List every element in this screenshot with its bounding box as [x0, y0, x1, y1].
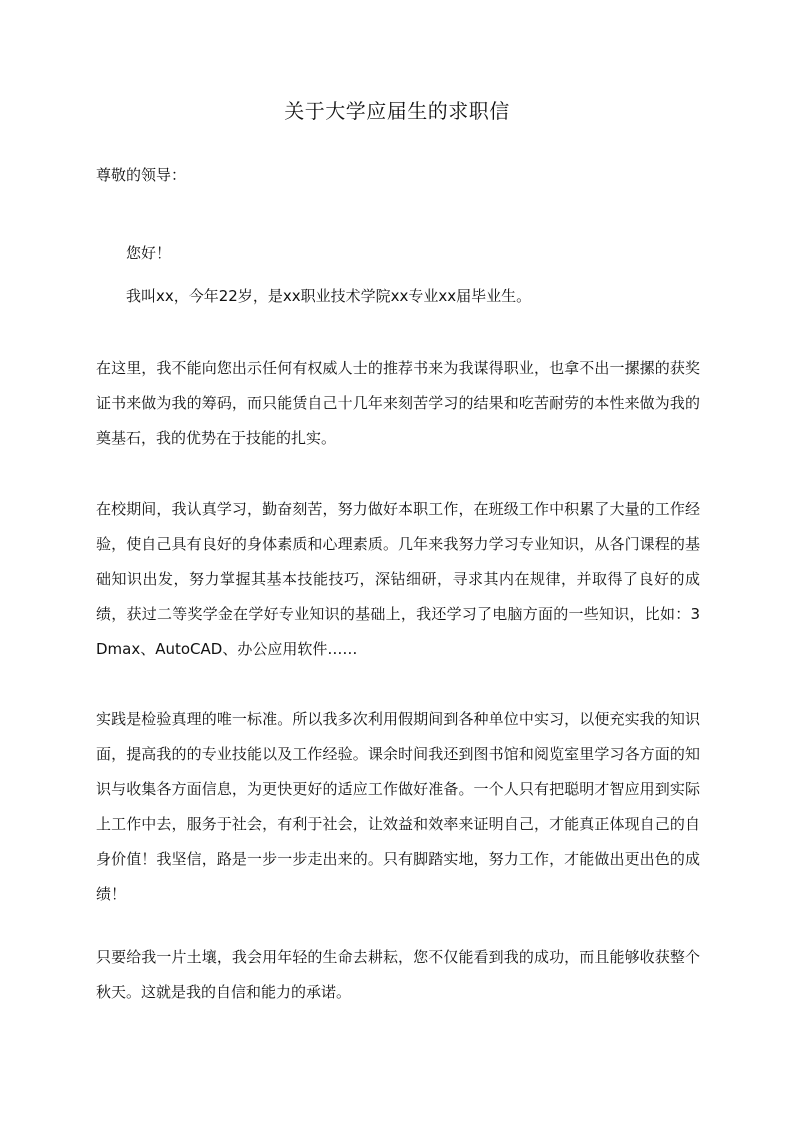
paragraph-4: 只要给我一片土壤，我会用年轻的生命去耕耘，您不仅能看到我的成功，而且能够收获整个秋天。这就是我的自信和能力的承诺。	[96, 948, 700, 1001]
salutation: 尊敬的领导：	[96, 166, 187, 184]
paragraph-1: 在这里，我不能向您出示任何有权威人士的推荐书来为我谋得职业，也拿不出一摞摞的获奖证书来做为我的筹码，而只能赁自己十几年来刻苦学习的结果和吃苦耐劳的本性来做为我的奠基石，我的优势在于技能的扎实。	[96, 359, 700, 447]
paragraph-3: 实践是检验真理的唯一标准。所以我多次利用假期间到各种单位中实习，以便充实我的知识面，提高我的的专业技能以及工作经验。课余时间我还到图书馆和阅览室里学习各方面的知识与收集各方面信息，为更快更好的适应工作做好准备。一个人只有把聪明才智应用到实际上工作中去，服务于社会，有利于社会，让效益和效率来证明自己，才能真正体现自己的自身价值！我坚信，路是一步一步走出来的。只有脚踏实地，努力工作，才能做出更出色的成绩！	[96, 710, 700, 903]
intro-line: 我叫xx，今年22岁，是xx职业技术学院xx专业xx届毕业生。	[126, 287, 532, 305]
paragraph-2: 在校期间，我认真学习，勤奋刻苦，努力做好本职工作，在班级工作中积累了大量的工作经验，使自己具有良好的身体素质和心理素质。几年来我努力学习专业知识，从各门课程的基础知识出发，努力掌握其基本技能技巧，深钻细研，寻求其内在规律，并取得了良好的成绩，获过二等奖学金在学好专业知识的基础上，我还学习了电脑方面的一些知识，比如：3Dmax、AutoCAD、办公应用软件……	[96, 500, 700, 658]
greeting: 您好！	[126, 244, 172, 262]
document-title: 关于大学应届生的求职信	[284, 99, 510, 123]
